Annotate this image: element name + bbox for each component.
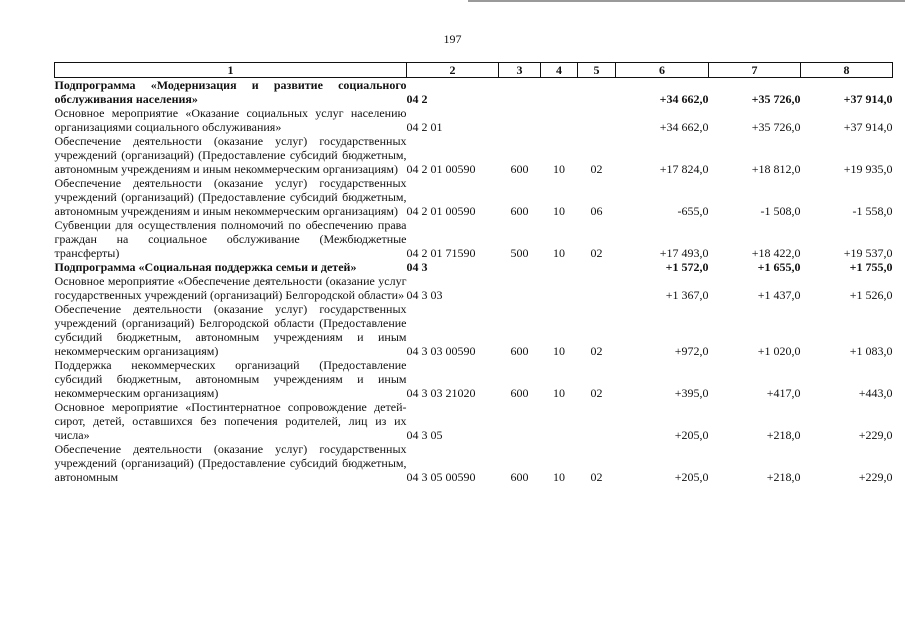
table-row (55, 260, 893, 274)
row-col7-cell: +218,0 (766, 470, 801, 484)
row-col6-cell: +395,0 (674, 386, 709, 400)
table-row (55, 400, 893, 442)
table-row (55, 274, 893, 302)
row-code-cell: 04 2 01 71590 (406, 246, 476, 260)
row-col7-cell: +1 437,0 (757, 288, 801, 302)
row-col6-cell: +1 572,0 (665, 260, 709, 274)
page-number: 197 (443, 32, 462, 46)
row-col3-cell (499, 106, 541, 134)
row-name-cell: Субвенции для осуществления полномочий по обеспечению права граждан на социальное обслуживание (Межбюджетные трансферты) (54, 218, 407, 260)
row-col3-cell: 600 (510, 386, 529, 400)
header-col-1: 1 (55, 63, 407, 78)
table-row (55, 176, 893, 218)
row-col8-cell: +19 537,0 (843, 246, 893, 260)
row-col6-cell: -655,0 (677, 204, 709, 218)
table-row (55, 106, 893, 134)
table-row (55, 358, 893, 400)
row-code-cell: 04 3 (406, 260, 428, 274)
row-name-cell: Подпрограмма «Социальная поддержка семьи и детей» (54, 260, 357, 274)
row-col7-cell: +1 020,0 (757, 344, 801, 358)
top-edge-line (468, 0, 905, 2)
row-name-cell: Обеспечение деятельности (оказание услуг) государственных учреждений (организаций) (Предоставление субсидий бюджетным, автономным (54, 442, 407, 484)
row-col3-cell (499, 274, 541, 302)
row-col4-cell: 10 (553, 386, 565, 400)
header-col-3: 3 (499, 63, 541, 78)
row-col7-cell: +417,0 (766, 386, 801, 400)
row-code-cell: 04 3 05 00590 (406, 470, 476, 484)
row-code-cell: 04 3 03 00590 (406, 344, 476, 358)
row-col3-cell (499, 400, 541, 442)
header-col-2: 2 (407, 63, 499, 78)
row-col7-cell: -1 508,0 (760, 204, 801, 218)
row-col4-cell: 10 (553, 470, 565, 484)
header-col-7: 7 (709, 63, 801, 78)
row-col4-cell (541, 106, 578, 134)
table-row (55, 78, 893, 107)
row-col4-cell: 10 (553, 162, 565, 176)
row-col8-cell: +229,0 (858, 428, 893, 442)
row-col6-cell: +972,0 (674, 344, 709, 358)
row-name-cell: Основное мероприятие «Постинтернатное сопровождение детей-сирот, детей, оставшихся без попечения родителей, лиц из их числа» (54, 400, 407, 442)
row-col6-cell: +17 493,0 (659, 246, 709, 260)
header-col-8: 8 (801, 63, 893, 78)
row-col8-cell: +1 755,0 (849, 260, 893, 274)
row-name-cell: Обеспечение деятельности (оказание услуг) государственных учреждений (организаций) (Предоставление субсидий бюджетным, автономным учреждениям и иным некоммерческим организациям) (54, 134, 407, 176)
table-body (55, 78, 893, 485)
row-name-cell: Основное мероприятие «Оказание социальных услуг населению организациями социального обслуживания» (54, 106, 407, 134)
row-col5-cell: 02 (590, 470, 603, 484)
row-code-cell: 04 3 05 (406, 428, 443, 442)
row-col5-cell: 02 (590, 162, 603, 176)
row-name-cell: Подпрограмма «Модернизация и развитие социального обслуживания населения» (54, 78, 407, 106)
row-col6-cell: +34 662,0 (659, 120, 709, 134)
row-col3-cell: 600 (510, 162, 529, 176)
row-col6-cell: +205,0 (674, 428, 709, 442)
row-col3-cell (499, 78, 541, 107)
row-col4-cell: 10 (553, 246, 565, 260)
row-col7-cell: +218,0 (766, 428, 801, 442)
row-col8-cell: +443,0 (858, 386, 893, 400)
table-header-row (55, 63, 893, 78)
row-col5-cell (578, 106, 616, 134)
row-col6-cell: +17 824,0 (659, 162, 709, 176)
row-col3-cell (499, 260, 541, 274)
table-row (55, 134, 893, 176)
row-col5-cell: 06 (590, 204, 603, 218)
row-col8-cell: +37 914,0 (843, 120, 893, 134)
row-col5-cell: 02 (590, 386, 603, 400)
row-col7-cell: +1 655,0 (757, 260, 801, 274)
row-col4-cell (541, 78, 578, 107)
row-col4-cell (541, 274, 578, 302)
header-col-5: 5 (578, 63, 616, 78)
row-col7-cell: +18 812,0 (751, 162, 801, 176)
row-code-cell: 04 2 (406, 92, 428, 106)
row-col4-cell (541, 400, 578, 442)
row-col5-cell (578, 274, 616, 302)
budget-table (54, 62, 893, 484)
table-row (55, 302, 893, 358)
row-col8-cell: +37 914,0 (843, 92, 893, 106)
row-col3-cell: 600 (510, 344, 529, 358)
row-col4-cell (541, 260, 578, 274)
row-col3-cell: 600 (510, 204, 529, 218)
row-col3-cell: 500 (510, 246, 529, 260)
row-code-cell: 04 2 01 00590 (406, 204, 476, 218)
row-col7-cell: +35 726,0 (751, 92, 801, 106)
row-col8-cell: +1 526,0 (849, 288, 893, 302)
table-row (55, 442, 893, 484)
row-name-cell: Обеспечение деятельности (оказание услуг) государственных учреждений (организаций) Белгородской области (Предоставление субсидий бюджетным, автономным учреждениям и иным некоммерческим организациям) (54, 302, 407, 358)
row-col5-cell: 02 (590, 344, 603, 358)
row-col8-cell: +1 083,0 (849, 344, 893, 358)
row-col7-cell: +35 726,0 (751, 120, 801, 134)
row-col3-cell: 600 (510, 470, 529, 484)
row-col4-cell: 10 (553, 344, 565, 358)
row-col5-cell (578, 78, 616, 107)
row-code-cell: 04 3 03 21020 (406, 386, 476, 400)
row-name-cell: Поддержка некоммерческих организаций (Предоставление субсидий бюджетным, автономным учреждениям и иным некоммерческим организациям) (54, 358, 407, 400)
row-col8-cell: -1 558,0 (852, 204, 893, 218)
row-name-cell: Основное мероприятие «Обеспечение деятельности (оказание услуг государственных учреждений (организаций) Белгородской области» (54, 274, 407, 302)
header-col-6: 6 (616, 63, 709, 78)
row-col5-cell (578, 260, 616, 274)
row-code-cell: 04 2 01 00590 (406, 162, 476, 176)
row-col6-cell: +34 662,0 (659, 92, 709, 106)
header-col-4: 4 (541, 63, 578, 78)
row-col4-cell: 10 (553, 204, 565, 218)
row-code-cell: 04 3 03 (406, 288, 443, 302)
row-col5-cell (578, 400, 616, 442)
row-col8-cell: +229,0 (858, 470, 893, 484)
row-col6-cell: +205,0 (674, 470, 709, 484)
row-col7-cell: +18 422,0 (751, 246, 801, 260)
row-code-cell: 04 2 01 (406, 120, 443, 134)
row-name-cell: Обеспечение деятельности (оказание услуг) государственных учреждений (организаций) (Предоставление субсидий бюджетным, автономным учреждениям и иным некоммерческим организациям) (54, 176, 407, 218)
table-row (55, 218, 893, 260)
row-col8-cell: +19 935,0 (843, 162, 893, 176)
row-col5-cell: 02 (590, 246, 603, 260)
row-col6-cell: +1 367,0 (665, 288, 709, 302)
